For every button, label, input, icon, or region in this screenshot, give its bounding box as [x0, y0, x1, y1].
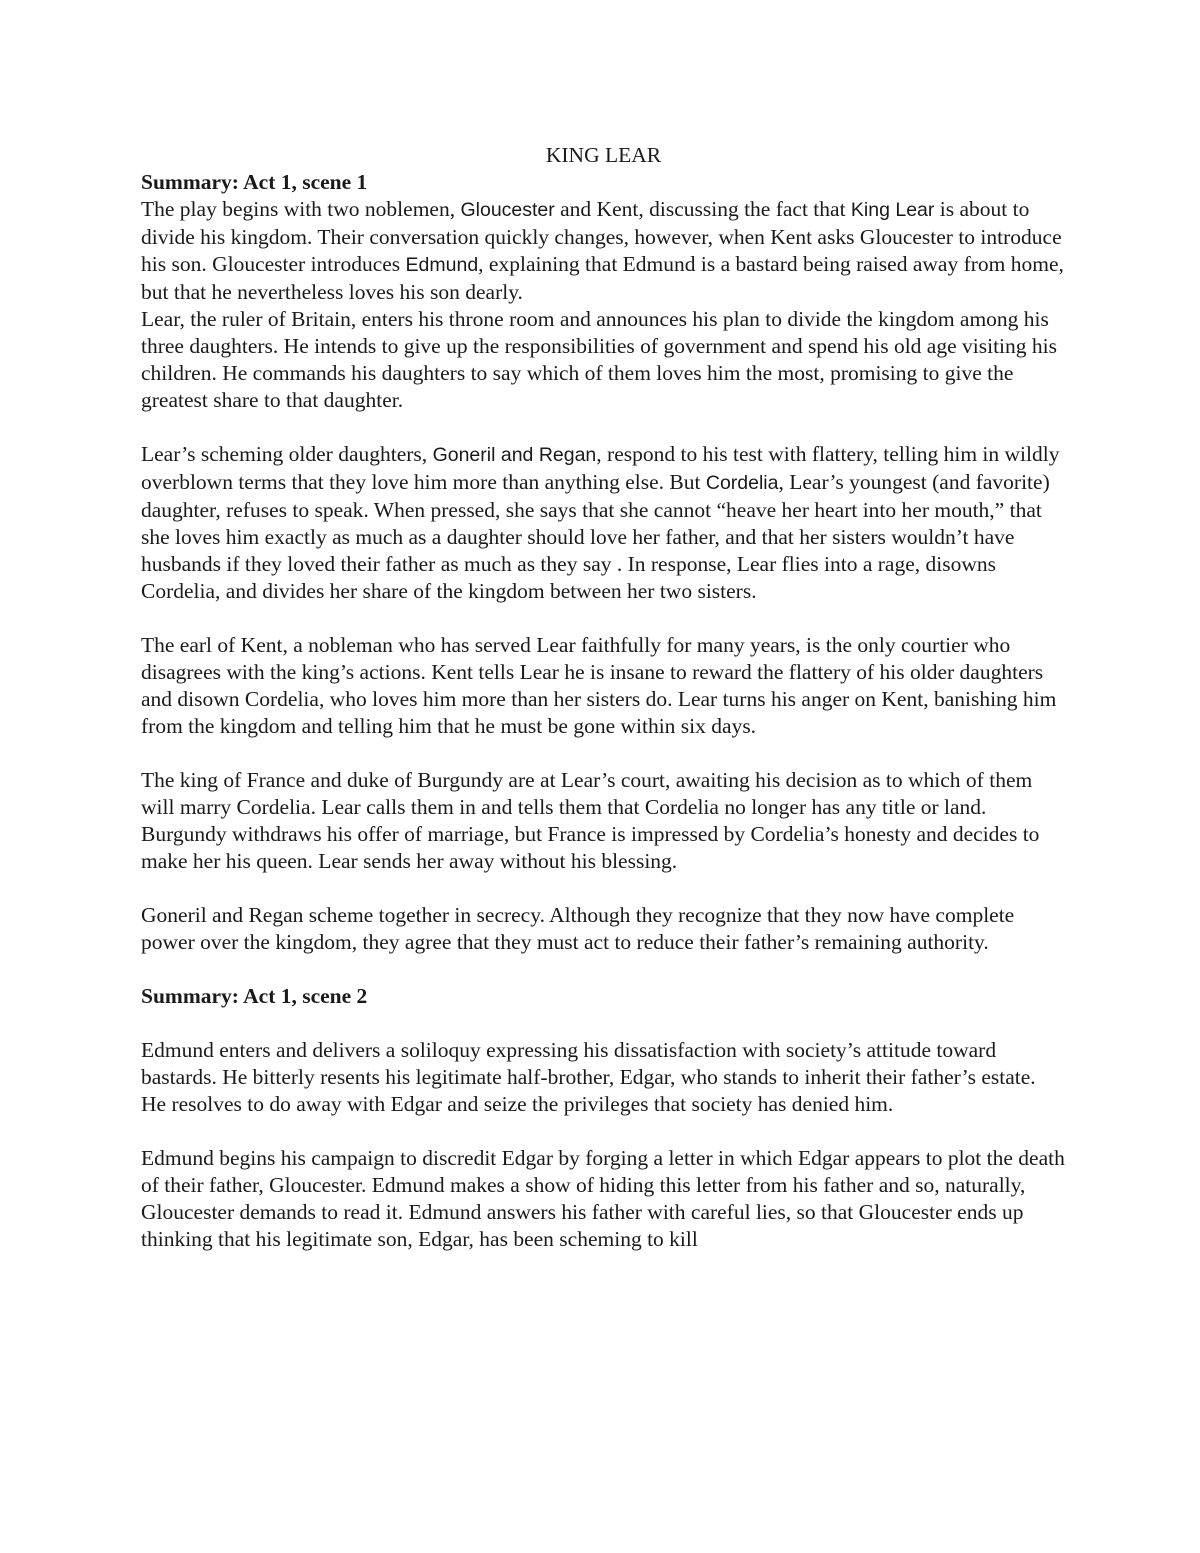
- scene1-paragraph-2: Lear, the ruler of Britain, enters his throne room and announces his plan to divide the kingdom among his three daughters. He intends to give up the responsibilities of government and spend his old age visiting his children. He commands his daughters to say which of them loves him the most, promising to give the greatest share to that daughter.: [141, 307, 1057, 412]
- paragraph-spacer: [141, 740, 1066, 767]
- scene1-paragraph-5: The king of France and duke of Burgundy are at Lear’s court, awaiting his decision as to which of them will marry Cordelia. Lear calls them in and tells them that Cordelia no longer has any title or land. Burgundy withdraws his offer of marriage, but France is impressed by Cordelia’s honesty and decides to make her his queen. Lear sends her away without his blessing.: [141, 768, 1040, 873]
- document-page: [141, 142, 1066, 1253]
- paragraph-spacer: [141, 605, 1066, 632]
- scene1-paragraph-4: The earl of Kent, a nobleman who has served Lear faithfully for many years, is the only courtier who disagrees with the king’s actions. Kent tells Lear he is insane to reward the flattery of his older daughters and disown Cordelia, who loves him more than her sisters do. Lear turns his anger on Kent, banishing him from the kingdom and telling him that he must be gone within six days.: [141, 633, 1057, 738]
- character-name-gloucester: Gloucester: [460, 199, 555, 221]
- scene1-heading: Summary: Act 1, scene 1: [141, 170, 368, 194]
- character-name-regan: Regan: [538, 444, 597, 466]
- paragraph-spacer: [141, 414, 1066, 441]
- paragraph-spacer: [141, 1118, 1066, 1145]
- character-name-cordelia: Cordelia: [705, 472, 779, 494]
- character-name-edmund: Edmund: [405, 254, 479, 276]
- scene2-paragraph-1: Edmund enters and delivers a soliloquy expressing his dissatisfaction with society’s attitude toward bastards. He bitterly resents his legitimate half-brother, Edgar, who stands to inherit their father’s estate. He resolves to do away with Edgar and seize the privileges that society has denied him.: [141, 1038, 1036, 1116]
- text-run: The play begins with two noblemen,: [141, 197, 461, 221]
- text-run: , explaining that Edmund is a bastard being raised away from home, but that he nevertheless loves his son dearly.: [141, 252, 1064, 304]
- scene1-paragraph-6: Goneril and Regan scheme together in secrecy. Although they recognize that they now have complete power over the kingdom, they agree that they must act to reduce their father’s remaining authority.: [141, 903, 1015, 954]
- text-run: is about to divide his kingdom. Their conversation quickly changes, however, when Kent asks Gloucester to introduce his son. Gloucester introduces: [141, 197, 1062, 276]
- scene1-paragraph-1: [141, 196, 1066, 306]
- text-run: and: [495, 444, 539, 466]
- document-title: KING LEAR: [545, 143, 662, 167]
- scene2-paragraph-2: Edmund begins his campaign to discredit Edgar by forging a letter in which Edgar appears to plot the death of their father, Gloucester. Edmund makes a show of hiding this letter from his father and so, naturally, Gloucester demands to read it. Edmund answers his father with careful lies, so that Gloucester ends up thinking that his legitimate son, Edgar, has been scheming to kill: [141, 1146, 1065, 1251]
- scene1-paragraph-3: [141, 441, 1066, 605]
- text-run: , Lear’s youngest (and favorite) daughter, refuses to speak. When pressed, she says that she cannot “heave her heart into her mouth,” that she loves him exactly as much as a daughter should love her father, and that her sisters wouldn’t have husbands if they loved their father as much as they say . In response, Lear flies into a rage, disowns Cordelia, and divides her share of the kingdom between her two sisters.: [141, 470, 1050, 603]
- paragraph-spacer: [141, 956, 1066, 983]
- text-run: Lear’s scheming older daughters,: [141, 442, 433, 466]
- character-name-goneril: Goneril: [432, 444, 496, 466]
- character-name-king-lear: King Lear: [850, 199, 935, 221]
- paragraph-spacer: [141, 1010, 1066, 1037]
- text-run: , respond to his test with flattery, telling him in wildly overblown terms that they love him more than anything else. But: [141, 442, 1060, 494]
- text-run: and Kent, discussing the fact that: [554, 197, 851, 221]
- paragraph-spacer: [141, 875, 1066, 902]
- scene2-heading: Summary: Act 1, scene 2: [141, 984, 368, 1008]
